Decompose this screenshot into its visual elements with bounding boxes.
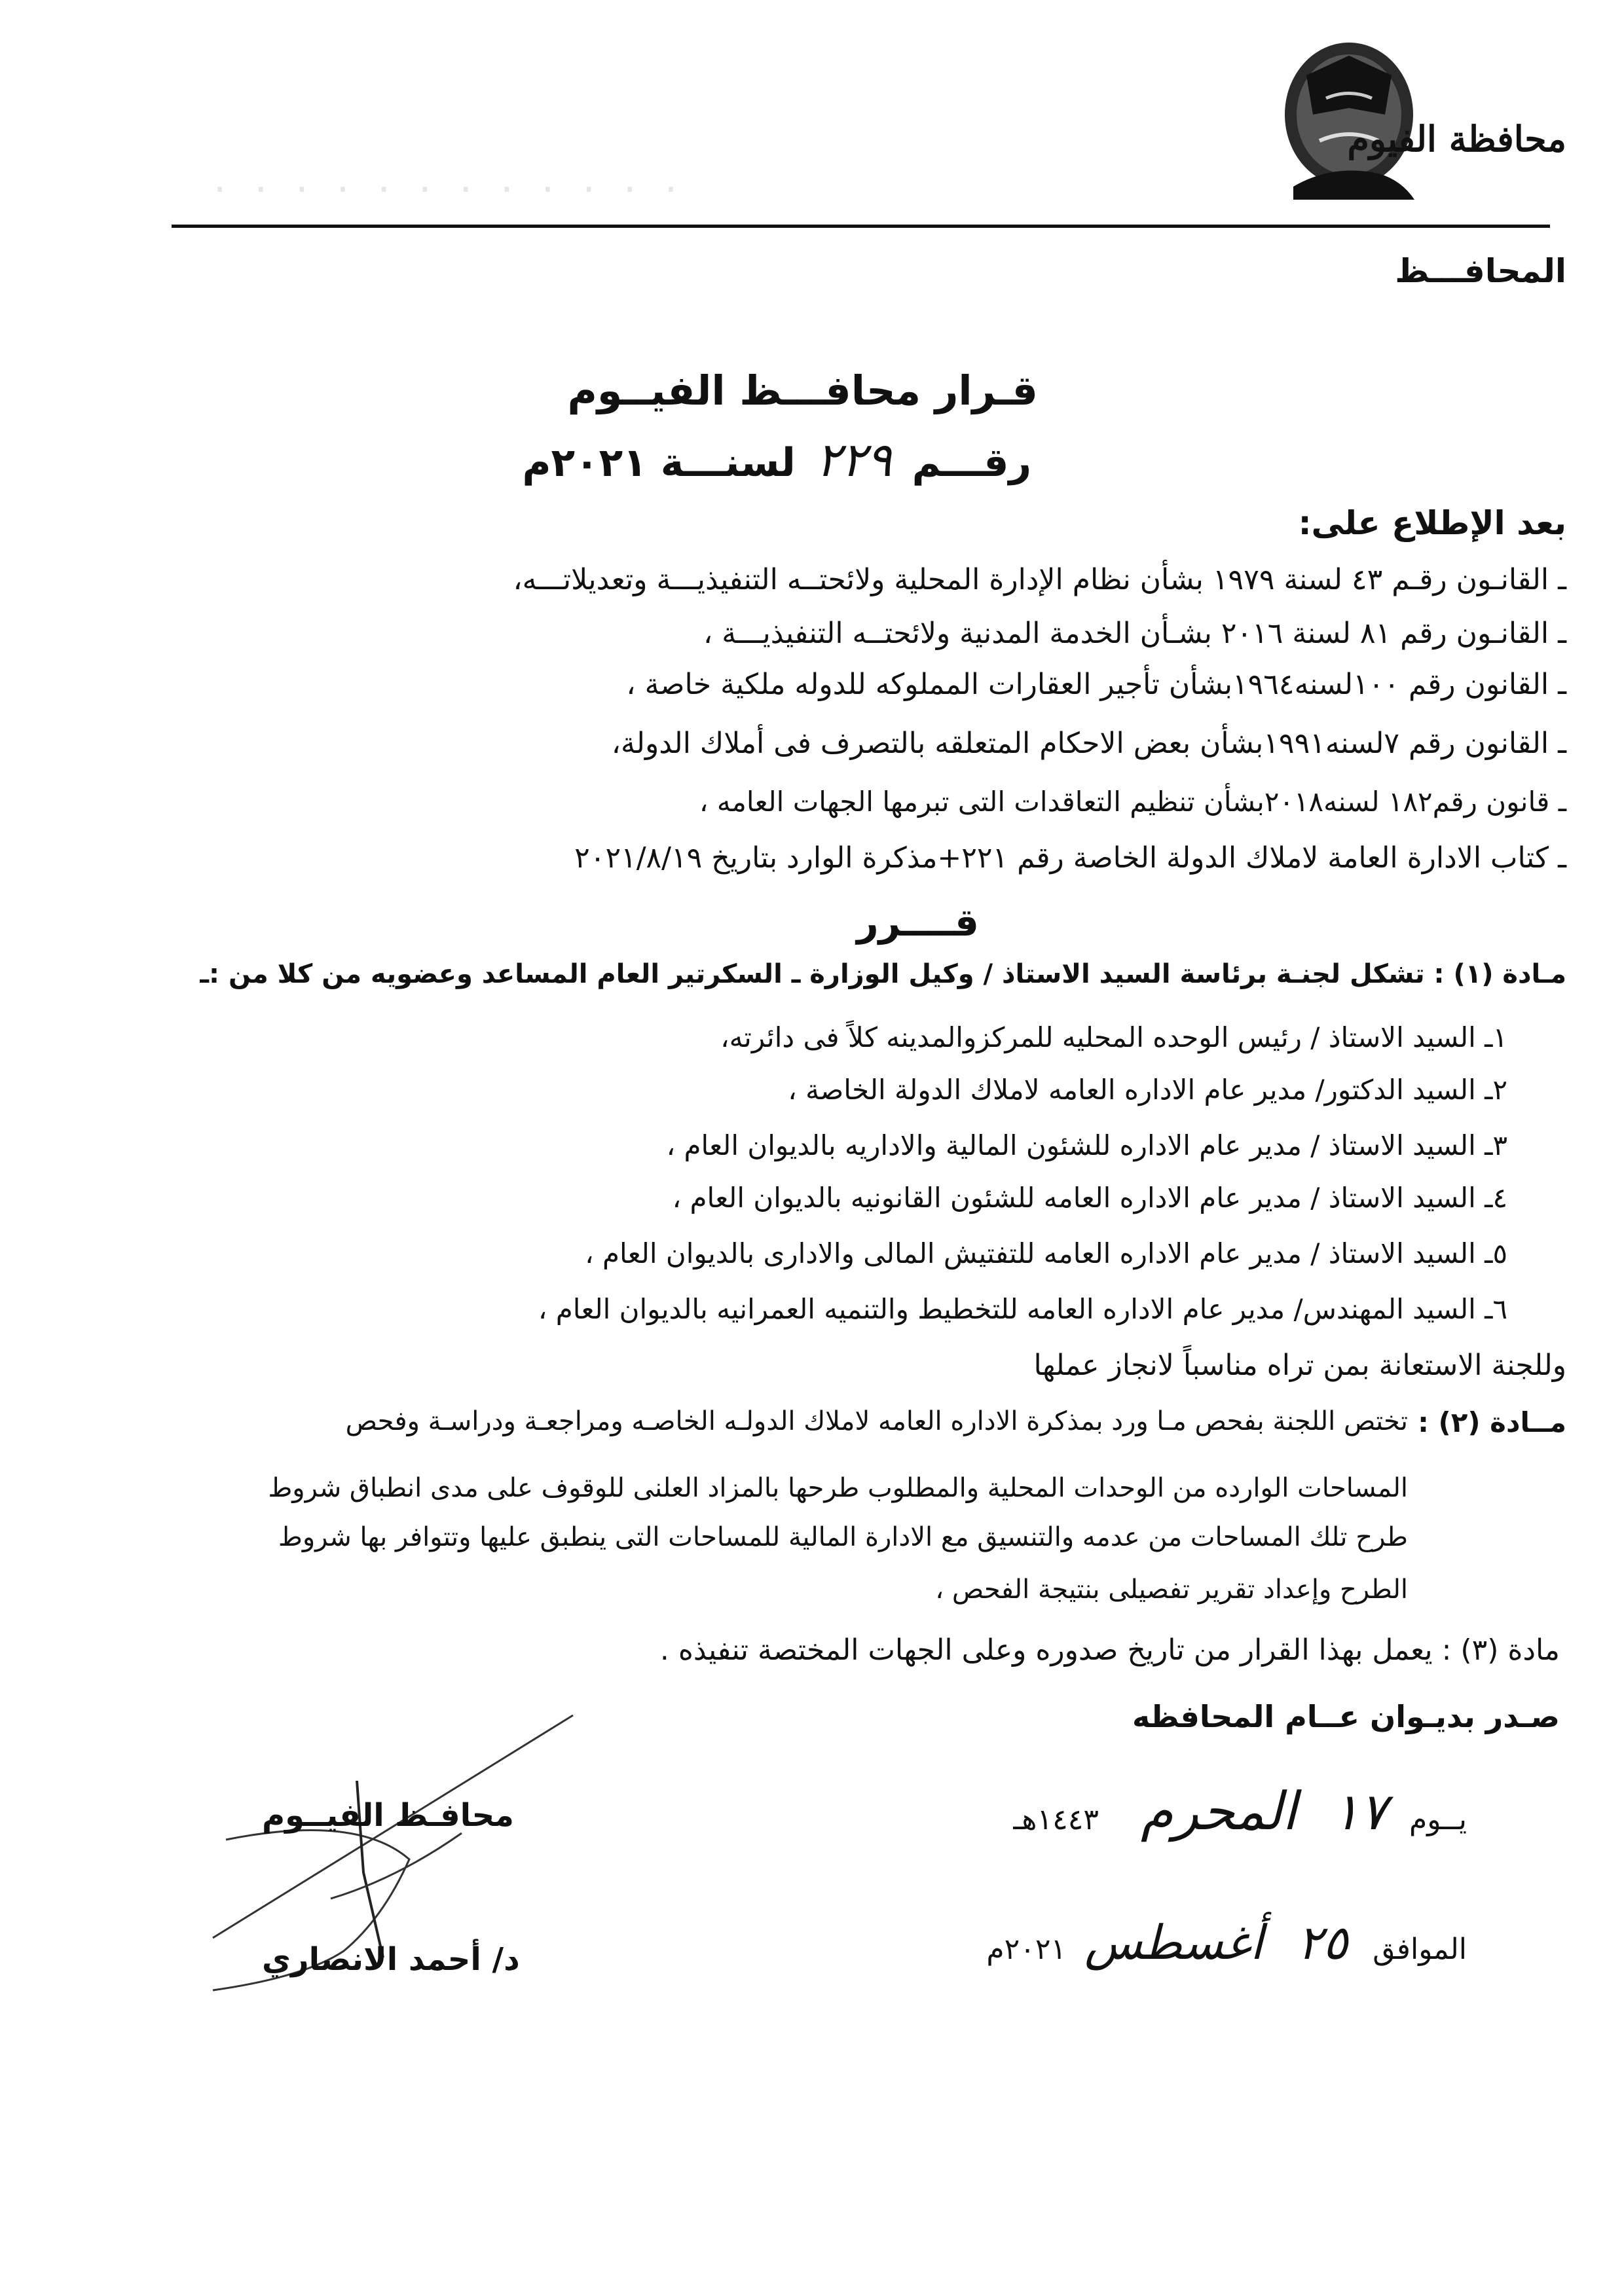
signatory-name: د/ أحمد الانصاري <box>262 1941 520 1978</box>
gregorian-year: ٢٠٢١م <box>986 1933 1067 1966</box>
article-3-text: مادة (٣) : يعمل بهذا القرار من تاريخ صدوره وعلى الجهات المختصة تنفيذه . <box>659 1633 1560 1667</box>
article-2-line-2: المساحات الوارده من الوحدات المحلية والمطلوب طرحها بالمزاد العلنى للوقوف على مدى انطباق شروط <box>268 1473 1408 1503</box>
header-divider <box>172 225 1550 228</box>
gregorian-month: أغسطس <box>1084 1915 1263 1970</box>
year-label: لسنـــة ٢٠٢١م <box>522 440 796 486</box>
governorate-name: محافظة الفيوم <box>1347 118 1566 160</box>
decision-word: قــــرر <box>857 900 979 945</box>
member-1: ١ـ السيد الاستاذ / رئيس الوحده المحليه للمركزوالمدينه كلاً فى دائرته، <box>720 1021 1507 1053</box>
preamble-item-6: ـ كتاب الادارة العامة لاملاك الدولة الخاصة رقم ٢٢١+مذكرة الوارد بتاريخ ٢٠٢١/٨/١٩ <box>574 841 1566 875</box>
issued-at: صـدر بديـوان عــام المحافظه <box>1132 1699 1560 1734</box>
handwritten-number: ٢٢٩ <box>815 432 892 487</box>
gregorian-day: ٢٥ <box>1297 1915 1348 1970</box>
member-2: ٢ـ السيد الدكتور/ مدير عام الاداره العامه لاملاك الدولة الخاصة ، <box>788 1074 1507 1106</box>
article-2-line-1: تختص اللجنة بفحص مـا ورد بمذكرة الاداره العامه لاملاك الدولـه الخاصـه ومراجعـة ودراسـة وفحص <box>345 1406 1408 1436</box>
decision-title: قـرار محافـــظ الفيــوم <box>567 367 1038 414</box>
preamble-item-4: ـ القانون رقم ٧لسنه١٩٩١بشأن بعض الاحكام المتعلقه بالتصرف فى أملاك الدولة، <box>611 727 1566 760</box>
hijri-month: المحرم <box>1141 1781 1297 1842</box>
member-3: ٣ـ السيد الاستاذ / مدير عام الاداره للشئون المالية والاداريه بالديوان العام ، <box>666 1129 1507 1161</box>
signatory-title: محافـظ الفيــوم <box>262 1797 514 1834</box>
article-1-text: مـادة (١) : تشكل لجنـة برئاسة السيد الاستاذ / وكيل الوزارة ـ السكرتير العام المساعد وعضويه من كلا من :ـ <box>200 959 1566 989</box>
preamble-item-3: ـ القانون رقم ١٠٠لسنه١٩٦٤بشأن تأجير العقارات المملوكه للدوله ملكية خاصة ، <box>626 668 1566 701</box>
gregorian-label: الموافق <box>1373 1933 1467 1966</box>
article-2-line-3: طرح تلك المساحات من عدمه والتنسيق مع الادارة المالية للمساحات التى ينطبق عليها وتتوافر بها شروط <box>278 1522 1408 1552</box>
article-2-line-4: الطرح وإعداد تقرير تفصيلى بنتيجة الفحص ، <box>935 1575 1408 1605</box>
article-1-closing: وللجنة الاستعانة بمن تراه مناسباً لانجاز عملها <box>1033 1349 1566 1382</box>
hijri-day: ١٧ <box>1332 1783 1387 1842</box>
number-label: رقـــم <box>912 440 1031 486</box>
member-6: ٦ـ السيد المهندس/ مدير عام الاداره العامه للتخطيط والتنميه العمرانيه بالديوان العام ، <box>538 1293 1507 1325</box>
hijri-date <box>1013 1781 1467 1842</box>
member-4: ٤ـ السيد الاستاذ / مدير عام الاداره العامه للشئون القانونيه بالديوان العام ، <box>672 1182 1507 1214</box>
office-label: المحافـــظ <box>1395 252 1566 290</box>
preamble-item-2: ـ القانـون رقم ٨١ لسنة ٢٠١٦ بشـأن الخدمة المدنية ولائحتــه التنفيذيـــة ، <box>703 617 1566 650</box>
hijri-day-label: يــوم <box>1409 1803 1467 1836</box>
gregorian-date <box>986 1915 1467 1970</box>
preamble-item-1: ـ القانـون رقـم ٤٣ لسنة ١٩٧٩ بشأن نظام الإدارة المحلية ولائحتــه التنفيذيـــة وتعديلاتـــه، <box>513 563 1566 596</box>
preamble-item-5: ـ قانون رقم١٨٢ لسنه٢٠١٨بشأن تنظيم التعاقدات التى تبرمها الجهات العامه ، <box>699 786 1566 818</box>
hijri-year: ١٤٤٣هـ <box>1013 1803 1099 1836</box>
article-2-label: مــادة (٢) : <box>1418 1406 1566 1438</box>
faint-background-marks: · · · · · · · · · · · · <box>210 170 682 210</box>
decision-number-line <box>522 432 1031 487</box>
member-5: ٥ـ السيد الاستاذ / مدير عام الاداره العامه للتفتيش المالى والادارى بالديوان العام ، <box>585 1237 1507 1269</box>
preamble-heading: بعد الإطلاع على: <box>1298 504 1566 542</box>
